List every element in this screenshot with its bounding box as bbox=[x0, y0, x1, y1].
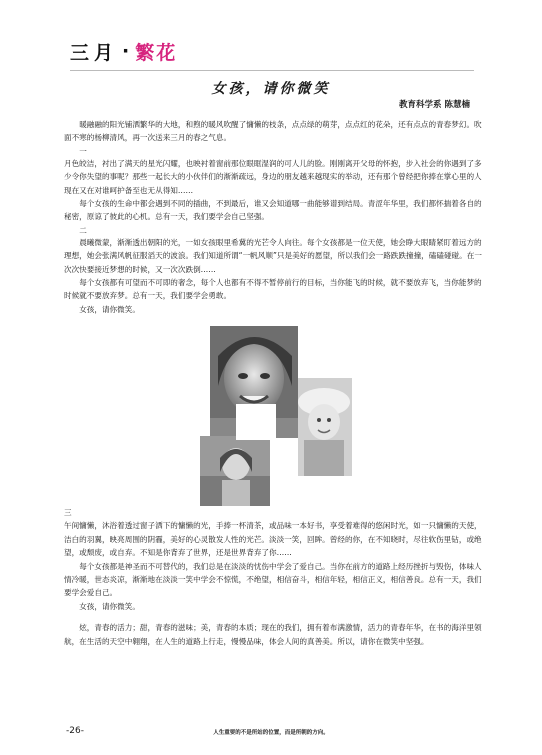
article-body-bottom bbox=[64, 506, 482, 648]
footer-motto: 人生重要的不是所站的位置，而是所朝的方向。 bbox=[213, 730, 329, 736]
s1-paragraph-2: 每个女孩的生命中都会遇到不同的插曲，不到最后，谁又会知道哪一曲能够谱到结局。青涩年华里，我们都怀揣着各自的秘密，原谅了彼此的心机。总有一天，我们要学会自己坚强。 bbox=[64, 199, 482, 222]
photo-girl-hat bbox=[298, 378, 352, 476]
page-number: -26- bbox=[66, 726, 84, 736]
s3-paragraph-1: 午间慵懒，沐浴着透过窗子洒下的慵懒的光，手捧一杯清茶，或品味一本好书，享受着难得的悠闲时光，如一只慵懒的天使，洁白的羽翼，映亮周围的阴霾，美好的心灵散发人性的光芒。淡淡一笑，回眸。曾经的你，在不知晓时，尽往软伤里钻，或绝望，或颓废，或自弃。不知是你背弃了世界，还是世界背弃了你…… bbox=[64, 521, 482, 558]
header-rule bbox=[70, 70, 474, 71]
article-byline: 教育科学系 陈慧楠 bbox=[399, 100, 470, 110]
section-title: 繁花 bbox=[135, 41, 178, 64]
s1-paragraph-1: 月色皎洁，衬出了满天的星光闪耀，也映衬着窗前那位眼眶湿润的可人儿的脸。刚刚离开父母的怀抱，步入社会的你遇到了多少令你失望的事呢？那些一起长大的小伙伴们的渐渐疏远，身边的朋友越来越现实的举动，还有那个曾经把你捧在掌心里的人现在又在对谁呵护备至也无从得知…… bbox=[64, 158, 482, 195]
smile-line-1: 女孩，请你微笑。 bbox=[79, 304, 140, 314]
article-body-top bbox=[64, 118, 482, 316]
section-marker-1: 一 bbox=[79, 146, 87, 156]
s2-paragraph-2: 每个女孩都有可望而不可即的奢念，每个人也都有不得不暂停前行的目标，当你能飞的时候，就不要放弃飞，当你能梦的时候就不要放弃梦。总有一天，我们要学会勇敢。 bbox=[64, 278, 482, 301]
photo-collage bbox=[200, 326, 352, 506]
month-label: 三月 bbox=[70, 41, 119, 64]
photo-girl-field bbox=[200, 436, 270, 506]
section-marker-3: 三 bbox=[64, 508, 72, 517]
closing-paragraph: 炫，青春的活力；甜，青春的滋味；美，青春的本质；现在的我们，拥有着布满激情，活力的青春年华，在书的海洋里领航，在生活的天空中翱翔，在人生的道路上行走，慢慢品味，体会人间的真善美。所以，请你在微笑中坚强。 bbox=[64, 623, 482, 646]
header-dot: · bbox=[122, 40, 130, 62]
s3-paragraph-2: 每个女孩都是神圣而不可替代的，我们总是在淡淡的忧伤中学会了爱自己。当你在前方的道路上经历挫折与毁伤，体味人情冷暖，世态炎凉，渐渐地在淡淡一笑中学会不惊慌，不绝望，相信奋斗，相信年轻，相信正义，相信善良。总有一天，我们要学会爱自己。 bbox=[64, 561, 482, 598]
intro-paragraph: 暖融融的阳光铺洒繁华的大地，和煦的暖风吹醒了慵懒的枝条，点点绿的萌芽，点点红的花朵，还有点点的青春梦幻。吹面不寒的杨柳清风，再一次送来三月的春之气息。 bbox=[64, 120, 482, 143]
article-title: 女孩，请你微笑 bbox=[211, 81, 331, 97]
smile-line-2: 女孩，请你微笑。 bbox=[79, 601, 140, 611]
photo-frame-small bbox=[236, 404, 276, 440]
section-header bbox=[70, 36, 177, 66]
s2-paragraph-1: 晨曦微蒙，渐渐透出朝阳的光，一如女孩眼里希冀的光芒令人向往。每个女孩都是一位天使，她会睁大眼睛紧盯着远方的理想，她会张满风帆征服滔天的波浪。我们知道所谓“一帆风顺”只是美好的愿望，所以我们会一路跌跌撞撞，磕磕碰碰。在一次次快要接近梦想的时候，又一次次跌倒…… bbox=[64, 237, 482, 274]
section-marker-2: 二 bbox=[79, 225, 87, 235]
